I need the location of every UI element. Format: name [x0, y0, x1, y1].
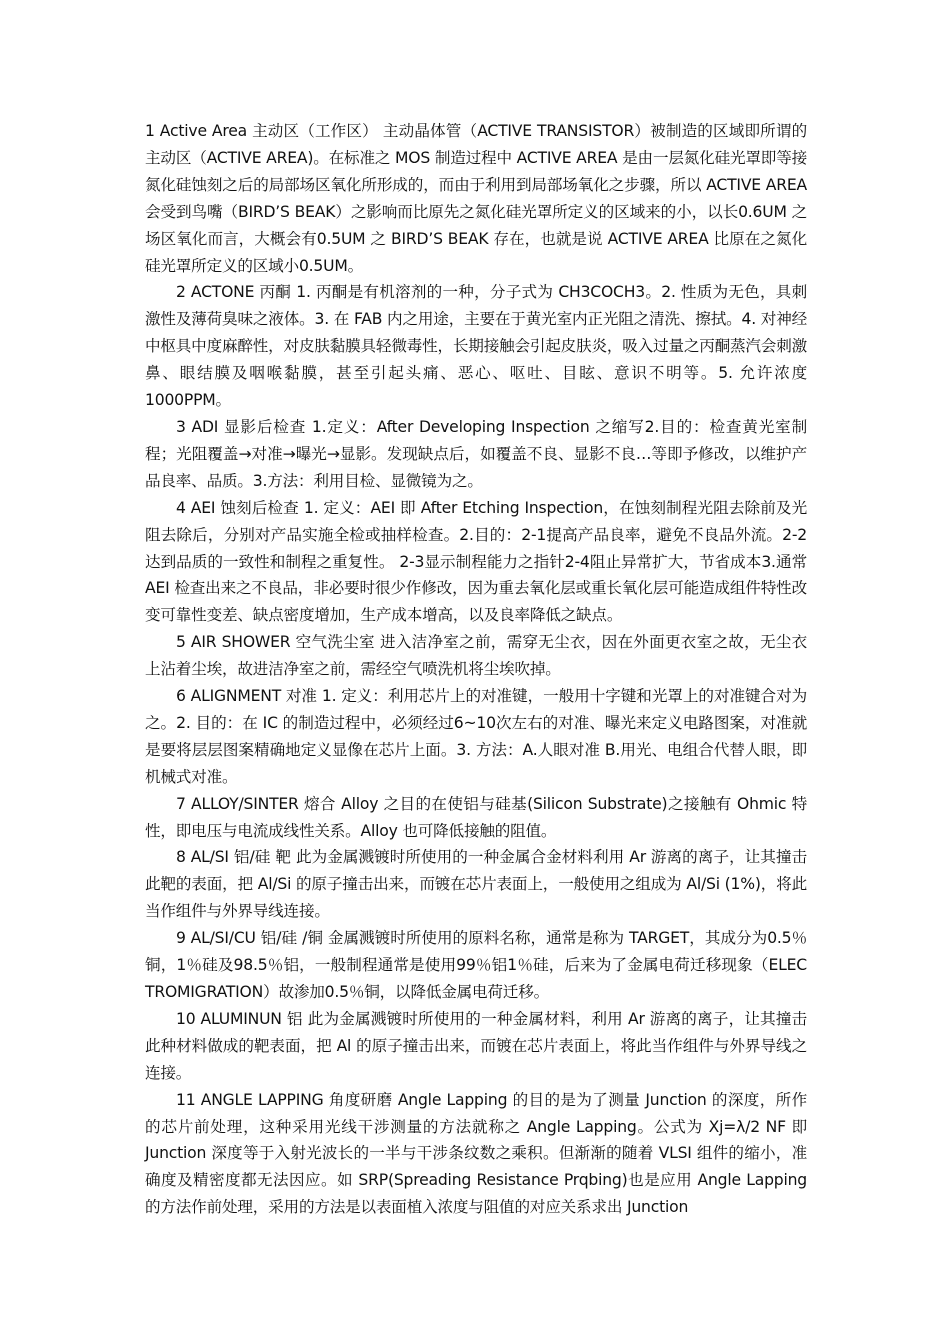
paragraph-aei: 4 AEI 蚀刻后检查 1. 定义：AEI 即 After Etching Inspection，在蚀刻制程光阻去除前及光阻去除后，分别对产品实施全检或抽样检查。2.目的：2-1提高产品良率，避免不良品外流。2-2达到品质的一致性和制程之重复性。 2-3显示制程能力之指针2-4阻止异常扩大，节省成本3.通常 AEI 检查出来之不良品，非必要时很少作修改，因为重去氧化层或重长氧化层可能造成组件特性改变可靠性变差、缺点密度增加，生产成本增高，以及良率降低之缺点。 — [145, 498, 807, 625]
paragraph-al-si-cu: 9 AL/SI/CU 铝/硅 /铜 金属溅镀时所使用的原料名称，通常是称为 TARGET，其成分为0.5％铜，1％硅及98.5％铝，一般制程通常是使用99％铝1％硅，后来为了金属电荷迁移现象（ELEC TROMIGRATION）故渗加0.5％铜，以降低金属电荷迁移。 — [145, 929, 807, 1001]
paragraph-air-shower: 5 AIR SHOWER 空气洗尘室 进入洁净室之前，需穿无尘衣，因在外面更衣室之故，无尘衣上沾着尘埃，故进洁净室之前，需经空气喷洗机将尘埃吹掉。 — [145, 633, 807, 679]
paragraph-alignment: 6 ALIGNMENT 对准 1. 定义：利用芯片上的对准键，一般用十字键和光罩上的对准键合对为之。2. 目的：在 IC 的制造过程中，必须经过6~10次左右的对准、曝光来定义电路图案，对准就是要将层层图案精确地定义显像在芯片上面。3. 方法：A.人眼对准 B.用光、电组合代替人眼，即机械式对准。 — [145, 687, 807, 786]
paragraph-alloy-sinter: 7 ALLOY/SINTER 熔合 Alloy 之目的在使铝与硅基(Silicon Substrate)之接触有 Ohmic 特性，即电压与电流成线性关系。Alloy 也可降低接触的阻值。 — [145, 794, 807, 840]
paragraph-al-si: 8 AL/SI 铝/硅 靶 此为金属溅镀时所使用的一种金属合金材料利用 Ar 游离的离子，让其撞击此靶的表面，把 Al/Si 的原子撞击出来，而镀在芯片表面上，一般使用之组成为 Al/Si (1%)，将此当作组件与外界导线连接。 — [145, 848, 807, 921]
document-page — [145, 118, 807, 1221]
paragraph-angle-lapping: 11 ANGLE LAPPING 角度研磨 Angle Lapping 的目的是为了测量 Junction 的深度，所作的芯片前处理，这种采用光线干涉测量的方法就称之 Angle Lapping。公式为 Xj=λ/2 NF 即 Junction 深度等于入射光波长的一半与干涉条纹数之乘积。但渐渐的随着 VLSI 组件的缩小，准确度及精密度都无法因应。如 SRP(Spreading Resistance Prqbing)也是应用 Angle Lapping 的方法作前处理，采用的方法是以表面植入浓度与阻值的对应关系求出 Junction — [145, 1090, 807, 1217]
paragraph-aluminun: 10 ALUMINUN 铝 此为金属溅镀时所使用的一种金属材料，利用 Ar 游离的离子，让其撞击此种材料做成的靶表面，把 Al 的原子撞击出来，而镀在芯片表面上，将此当作组件与外界导线之连接。 — [145, 1009, 807, 1082]
paragraph-adi: 3 ADI 显影后检查 1.定义：After Developing Inspection 之缩写2.目的：检查黄光室制程；光阻覆盖→对准→曝光→显影。发现缺点后，如覆盖不良、显影不良…等即予修改，以维护产品良率、品质。3.方法：利用目检、显微镜为之。 — [145, 417, 807, 490]
paragraph-actone: 2 ACTONE 丙酮 1. 丙酮是有机溶剂的一种，分子式为 CH3COCH3。2. 性质为无色，具刺激性及薄荷臭味之液体。3. 在 FAB 内之用途，主要在于黄光室内正光阻之清洗、擦拭。4. 对神经中枢具中度麻醉性，对皮肤黏膜具轻微毒性，长期接触会引起皮肤炎，吸入过量之丙酮蒸汽会刺激鼻、眼结膜及咽喉黏膜，甚至引起头痛、恶心、呕吐、目眩、意识不明等。5. 允许浓度1000PPM。 — [145, 283, 807, 410]
paragraph-active-area: 1 Active Area 主动区（工作区） 主动晶体管（ACTIVE TRANSISTOR）被制造的区域即所谓的主动区（ACTIVE AREA)。在标准之 MOS 制造过程中 ACTIVE AREA 是由一层氮化硅光罩即等接氮化硅蚀刻之后的局部场区氧化所形成的，而由于利用到局部场氧化之步骤，所以 ACTIVE AREA 会受到鸟嘴（BIRD’S BEAK）之影响而比原先之氮化硅光罩所定义的区域来的小，以长0.6UM 之场区氧化而言，大概会有0.5UM 之 BIRD’S BEAK 存在，也就是说 ACTIVE AREA 比原在之氮化硅光罩所定义的区域小0.5UM。 — [145, 122, 807, 275]
